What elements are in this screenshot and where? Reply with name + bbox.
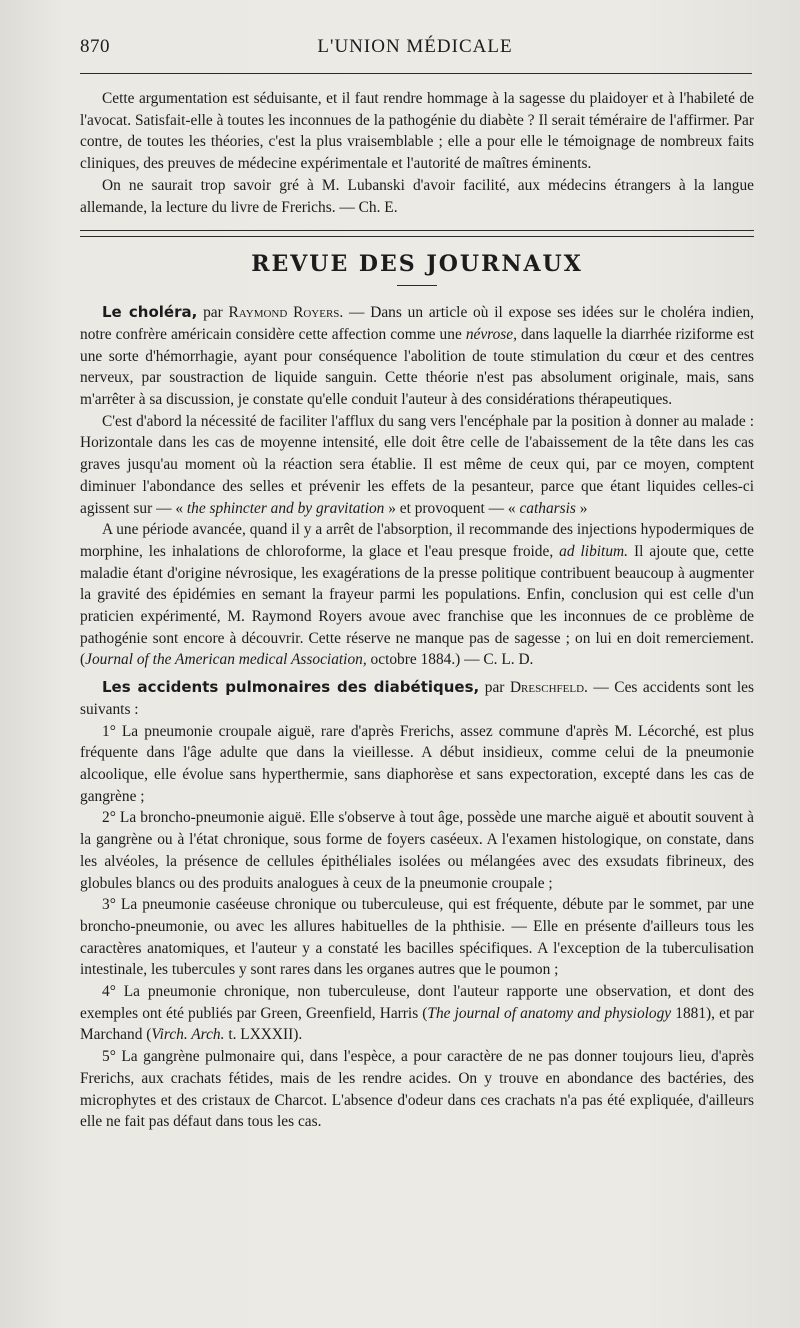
article-diabetes-title: Les accidents pulmonaires des diabétiques, (102, 678, 480, 697)
running-title: L'UNION MÉDICALE (317, 36, 513, 57)
item-4-text-a: 4° La pneumonie chronique, non tuberculeuse, dont l'auteur rapporte une observation, et dont des exemples ont été publiés par Green, Greenfield, Harris ( (80, 983, 754, 1022)
article-diabetes-item-4 (80, 981, 754, 1046)
article-cholera-text-3b: Il ajoute que, cette maladie étant d'origine névrosique, les exagérations de la presse politique contribuent beaucoup à augmenter la gravité des épidémies en semant la frayeur parmi les populations. Enfin, conclusion qui est celle d'un praticien expérimenté, M. Raymond Royers avoue avec franchise que les inconnues de ce problème de pathogénie sont encore à découvrir. Cette réserve ne manque pas de sagesse ; on lui en doit remerciement. ( (80, 542, 754, 669)
article-cholera-source: Journal of the American medical Association, (85, 651, 367, 669)
article-cholera-paragraph-3 (80, 519, 754, 671)
item-4-journal: The journal of anatomy and physiology (427, 1004, 672, 1022)
header-rule (80, 73, 752, 74)
byline-par: par (197, 304, 229, 322)
section-divider (80, 230, 754, 237)
article-cholera-italic-libitum: ad libitum. (559, 542, 628, 560)
item-4-text-b: 1881), et par Marchand ( (80, 1004, 754, 1044)
page-content (80, 88, 754, 1133)
article-cholera-title: Le choléra, (102, 303, 198, 322)
article-cholera-italic-sphincter: the sphincter and by gravitation (186, 499, 385, 517)
page-number: 870 (80, 36, 110, 57)
byline-par-2: par (479, 679, 510, 697)
article-diabetes-item-3: 3° La pneumonie caséeuse chronique ou tuberculeuse, qui est fréquente, débute par le sommet, par une broncho-pneumonie, ou avec les allures habituelles de la phthisie. — Elle en présente d'ailleurs tous les caractères anatomiques, et l'auteur y a constaté les bacilles spécifiques. A l'exception de la tuberculisation intestinale, les tubercules y sont rares dans les organes autres que le poumon ; (80, 896, 754, 979)
article-cholera-author: Raymond Royers. (228, 304, 344, 322)
article-diabetes-intro-text: — Ces accidents sont les suivants : (80, 679, 754, 718)
article-cholera-text-1b: dans laquelle la diarrhée riziforme est une sorte d'hémorrhagie, ayant pour conséquence l'abolition de toute stimulation du cœur et des centres nerveux, par soustraction de liquide sanguin. Cette théorie n'est pas absolument originale, mais, sans m'arrêter à sa discussion, je constate qu'elle conduit l'auteur à des considérations thérapeutiques. (80, 325, 755, 409)
item-4-archive: Virch. Arch. (151, 1026, 225, 1044)
article-cholera-text-2b: » et provoquent — « (384, 499, 520, 517)
item-4-text-c: t. LXXXII). (224, 1026, 303, 1044)
article-cholera-text-1a: — Dans un article où il expose ses idées sur le choléra indien, notre confrère américain considère cette affection comme une (80, 304, 754, 343)
page-header (80, 36, 750, 66)
article-cholera-text-2c: » (575, 499, 588, 517)
article-cholera-italic-nevrose: névrose, (465, 325, 517, 343)
article-cholera-text-3a: A une période avancée, quand il y a arrêt de l'absorption, il recommande des injections hypodermiques de morphine, les inhalations de chloroforme, la glace et l'eau presque froide, (80, 521, 754, 560)
article-diabetes-author: Dreschfeld. (509, 679, 588, 697)
article-diabetes-item-1: 1° La pneumonie croupale aiguë, rare d'après Frerichs, assez commune d'après M. Lécorché, est plus fréquente dans l'âge adulte que dans la vieillesse. A début insidieux, comme celui de la pneumonie alcoolique, elle évolue sans hyperthermie, sans diaphorèse et sans expectoration, excepté dans les cas de gangrène ; (80, 722, 754, 805)
article-cholera-text-2a: C'est d'abord la nécessité de faciliter l'afflux du sang vers l'encéphale par la position à donner au malade : Horizontale dans les cas de moyenne intensité, elle doit être celle de l'abaissement de la tête dans les cas graves jusqu'au moment où la réaction sera établie. Il est même de ceux qui, par ce moyen, comptent diminuer l'abondance des selles et prévenir les effets de la pesanteur, parce que étant liquides celles-ci agissent sur — « (80, 412, 754, 517)
title-underline (397, 285, 437, 286)
article-diabetes-item-2: 2° La broncho-pneumonie aiguë. Elle s'observe à tout âge, possède une marche aiguë et aboutit souvent à la gangrène ou à l'état chronique, sous forme de foyers caséeux. A l'examen histologique, on constate, dans les alvéoles, la présence de cellules épithéliales isolées ou mélangées avec des exsudats fibrineux, des globules blancs ou des produits analogues à ceux de la pneumonie croupale ; (80, 809, 754, 892)
article-cholera-paragraph-2 (80, 411, 754, 520)
article-cholera-italic-catharsis: catharsis (519, 499, 576, 517)
intro-paragraph-1: Cette argumentation est séduisante, et il faut rendre hommage à la sagesse du plaidoyer et à l'habileté de l'avocat. Satisfait-elle à toutes les inconnues de la pathogénie du diabète ? Il serait téméraire de l'affirmer. Par contre, de toutes les théories, c'est la plus vraisemblable ; elle a pour elle le témoignage de nombreux faits cliniques, des preuves de médecine expérimentale et l'autorité de maîtres éminents. (80, 90, 754, 173)
section-title: REVUE DES JOURNAUX (251, 251, 583, 278)
intro-paragraph-2: On ne saurait trop savoir gré à M. Lubanski d'avoir facilité, aux médecins étrangers à la langue allemande, la lecture du livre de Frerichs. — Ch. E. (80, 176, 754, 216)
article-diabetes-item-5: 5° La gangrène pulmonaire qui, dans l'espèce, a pour caractère de ne pas donner toujours lieu, d'après Frerichs, aux crachats fétides, mais de les rendre acides. On y trouve en abondance des bactéries, des microphytes et des cristaux de Charcot. L'absence d'odeur dans ces crachats n'a pas été expliquée, d'ailleurs elle ne fait pas défaut dans tous les cas. (80, 1048, 754, 1131)
article-diabetes-intro (80, 677, 754, 720)
article-cholera-paragraph-1 (80, 302, 754, 411)
article-cholera-signature: octobre 1884.) — C. L. D. (366, 651, 534, 669)
